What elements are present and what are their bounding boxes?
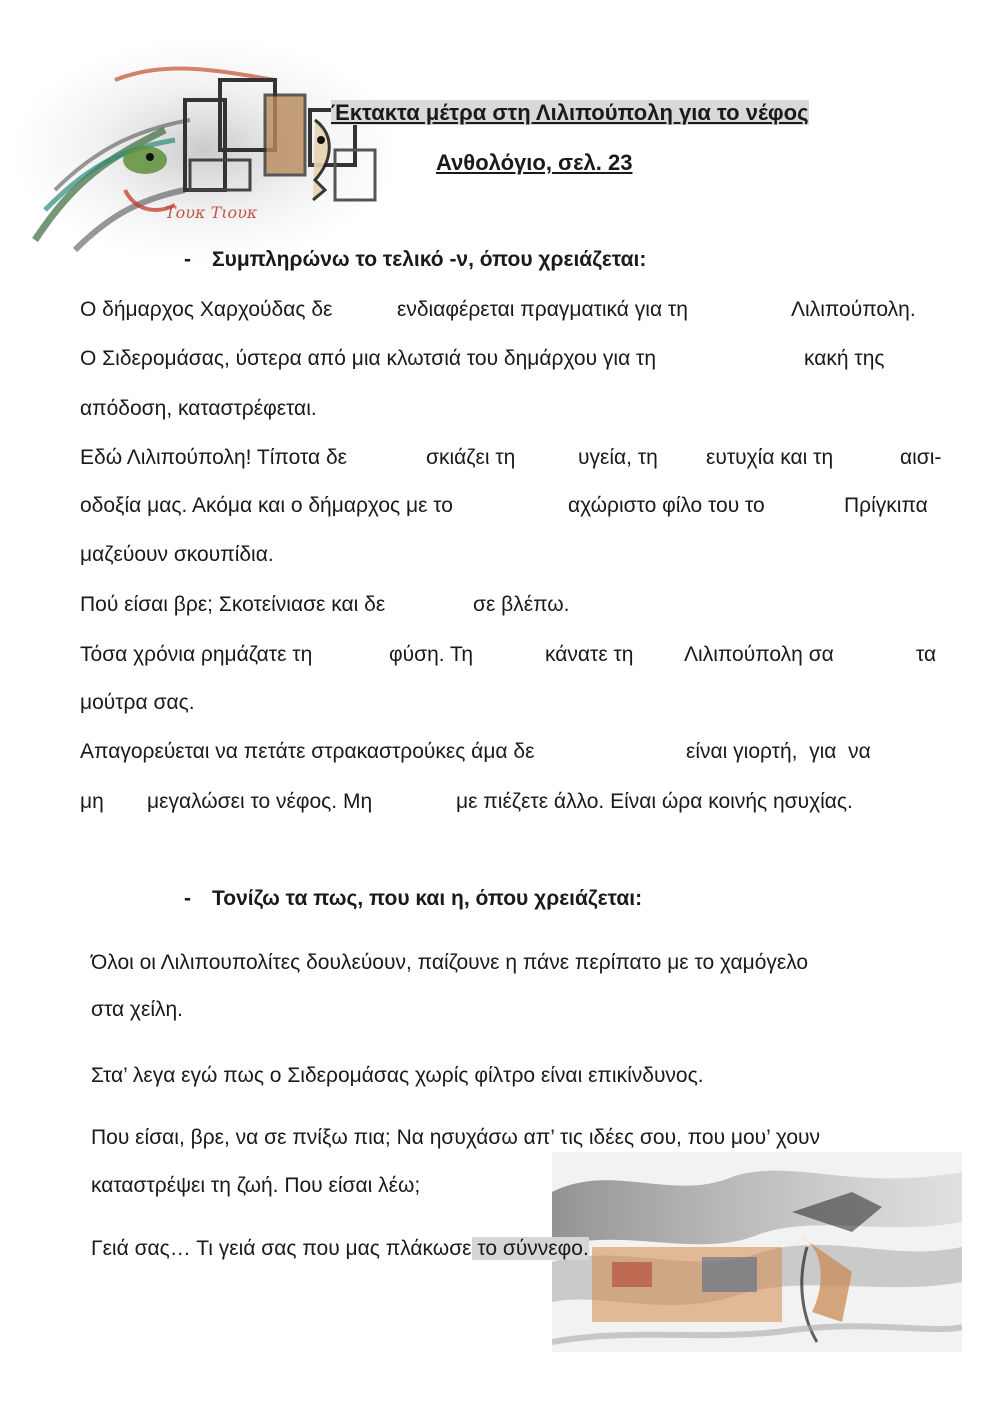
ex1-line1-b: ενδιαφέρεται πραγματικά για τη <box>397 298 688 321</box>
ex1-line10-a: Απαγορεύεται να πετάτε στρακαστρούκες άμα δε <box>80 740 535 763</box>
ex2-line4: Που είσαι, βρε, να σε πνίξω πια; Να ησυχάσω απ’ τις ιδέες σου, που μου’ χουν <box>91 1126 821 1149</box>
ex2-line6-highlight: το σύννεφο. <box>471 1237 589 1260</box>
ex2-line1: Όλοι οι Λιλιπουπολίτες δουλεύουν, παίζουνε η πάνε περίπατο με το χαμόγελο <box>91 951 809 974</box>
exercise2-bullet: - <box>184 887 191 910</box>
ex1-line2-a: Ο Σιδερομάσας, ύστερα από μια κλωτσιά του δημάρχου για τη <box>80 347 657 370</box>
page-subtitle: Ανθολόγιο, σελ. 23 <box>436 150 633 175</box>
ex2-line6 <box>91 1237 589 1261</box>
header-illustration <box>15 40 395 265</box>
ex1-line11-b: μεγαλώσει το νέφος. Μη <box>147 790 373 813</box>
illustration-signature: Τουκ Τιουκ <box>165 203 258 222</box>
ex1-line1-c: Λιλιπούπολη. <box>791 298 916 321</box>
ex1-line8-c: κάνατε τη <box>545 643 634 666</box>
ex1-line4-b: σκιάζει τη <box>426 446 516 469</box>
ex1-line6: μαζεύουν σκουπίδια. <box>80 543 274 566</box>
ex1-line5-c: Πρίγκιπα <box>844 494 928 517</box>
footer-illustration <box>552 1152 962 1352</box>
exercise2-instruction: Τονίζω τα πως, που και η, όπου χρειάζεται: <box>212 887 643 910</box>
ex1-line11-a: μη <box>80 790 104 813</box>
ex2-line3: Στα’ λεγα εγώ πως ο Σιδερομάσας χωρίς φίλτρο είναι επικίνδυνος. <box>91 1064 704 1087</box>
ex1-line8-d: Λιλιπούπολη σα <box>684 643 834 666</box>
ex1-line4-d: ευτυχία και τη <box>706 446 834 469</box>
ex1-line7-a: Πού είσαι βρε; Σκοτείνιασε και δε <box>80 593 386 616</box>
page-title: Έκτακτα μέτρα στη Λιλιπούπολη για το νέφος <box>331 100 809 125</box>
exercise1-instruction: Συμπληρώνω το τελικό -ν, όπου χρειάζεται: <box>212 248 647 271</box>
ex1-line7-b: σε βλέπω. <box>473 593 570 616</box>
ex1-line11-c: με πιέζετε άλλο. Είναι ώρα κοινής ησυχίας. <box>456 790 853 813</box>
ex1-line5-b: αχώριστο φίλο του το <box>568 494 765 517</box>
ex1-line8-a: Τόσα χρόνια ρημάζατε τη <box>80 643 313 666</box>
ex1-line1-a: Ο δήμαρχος Χαρχούδας δε <box>80 298 333 321</box>
ex1-line10-b: είναι γιορτή, για να <box>686 740 871 763</box>
ex2-line6-text: Γειά σας… Τι γειά σας που μας πλάκωσε <box>91 1237 472 1260</box>
ex1-line5-a: οδοξία μας. Ακόμα και ο δήμαρχος με το <box>80 494 453 517</box>
ex1-line9: μούτρα σας. <box>80 691 195 714</box>
ex1-line8-b: φύση. Τη <box>389 643 473 666</box>
ex1-line8-e: τα <box>916 643 937 666</box>
ex1-line4-a: Εδώ Λιλιπούπολη! Τίποτα δε <box>80 446 348 469</box>
ex1-line4-e: αισι- <box>900 446 942 469</box>
ex1-line3: απόδοση, καταστρέφεται. <box>80 397 317 420</box>
ex2-line2: στα χείλη. <box>91 998 183 1021</box>
exercise1-bullet: - <box>184 248 191 271</box>
ex2-line5: καταστρέψει τη ζωή. Που είσαι λέω; <box>91 1174 421 1197</box>
ex1-line2-b: κακή της <box>804 347 885 370</box>
ex1-line4-c: υγεία, τη <box>578 446 658 469</box>
